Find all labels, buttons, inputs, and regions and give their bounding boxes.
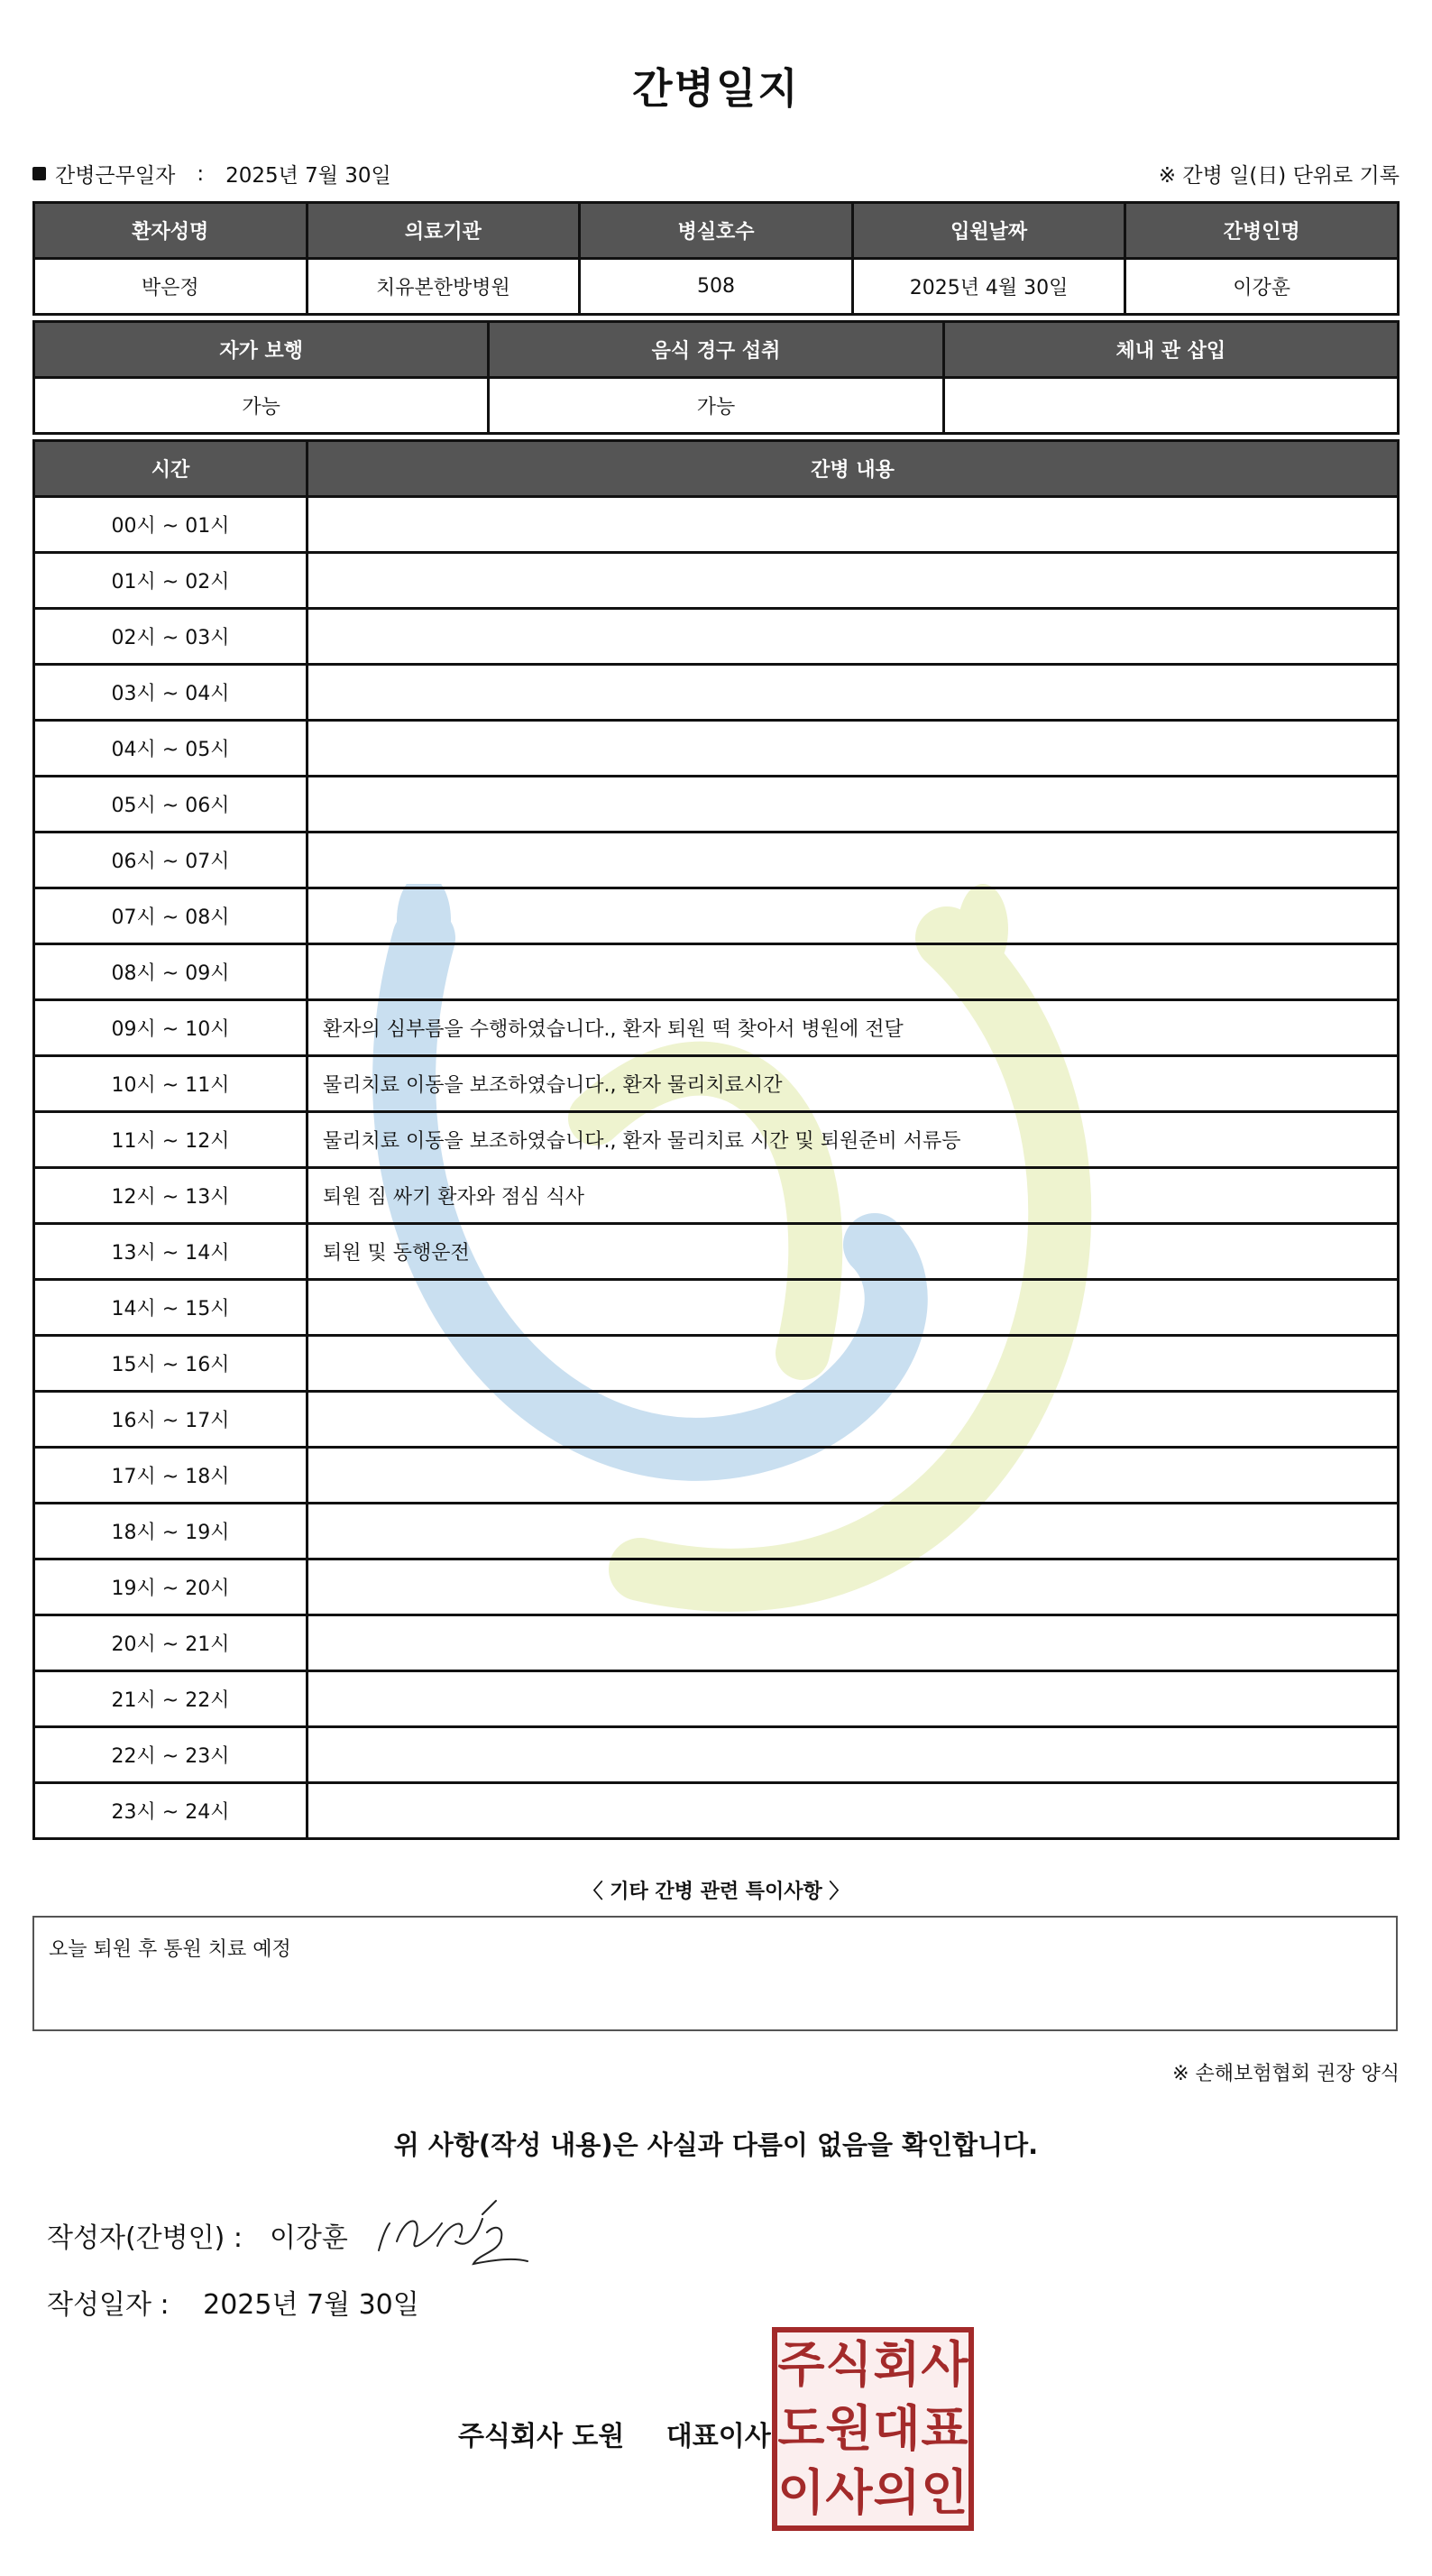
log-content — [308, 944, 1399, 1000]
log-row — [34, 497, 1399, 553]
log-row — [34, 553, 1399, 609]
header-admission-date: 입원날짜 — [852, 203, 1125, 259]
writer-line — [47, 2215, 348, 2255]
seal-grid — [777, 2332, 968, 2525]
log-time: 02시 ~ 03시 — [34, 609, 308, 665]
log-content — [308, 1783, 1399, 1839]
self-walking-value: 가능 — [34, 378, 489, 434]
log-time: 06시 ~ 07시 — [34, 833, 308, 888]
header-patient-name: 환자성명 — [34, 203, 308, 259]
log-content — [308, 1559, 1399, 1615]
caregiver-name: 이강훈 — [1125, 259, 1399, 315]
log-row — [34, 1671, 1399, 1727]
log-row — [34, 1000, 1399, 1056]
header-oral-intake: 음식 경구 섭취 — [489, 322, 943, 378]
log-row — [34, 721, 1399, 777]
log-time: 07시 ~ 08시 — [34, 888, 308, 944]
log-content — [308, 1392, 1399, 1448]
log-time: 16시 ~ 17시 — [34, 1392, 308, 1448]
log-time: 14시 ~ 15시 — [34, 1280, 308, 1336]
company-line — [458, 2414, 771, 2453]
log-content: 물리치료 이동을 보조하였습니다., 환자 물리치료 시간 및 퇴원준비 서류등 — [308, 1112, 1399, 1168]
log-content — [308, 1615, 1399, 1671]
bullet-square-icon — [32, 167, 46, 180]
log-content — [308, 1504, 1399, 1559]
log-row — [34, 1504, 1399, 1559]
header-care-content: 간병 내용 — [308, 441, 1399, 497]
log-content — [308, 777, 1399, 833]
oral-intake-value: 가능 — [489, 378, 943, 434]
patient-table — [32, 201, 1400, 316]
log-content — [308, 721, 1399, 777]
log-time: 21시 ~ 22시 — [34, 1671, 308, 1727]
log-time: 10시 ~ 11시 — [34, 1056, 308, 1112]
header-tube-insertion: 체내 관 삽입 — [943, 322, 1398, 378]
status-value-row — [34, 378, 1399, 434]
page-title: 간병일지 — [632, 64, 800, 113]
handwritten-signature — [370, 2187, 532, 2277]
status-table — [32, 320, 1400, 435]
log-time: 12시 ~ 13시 — [34, 1168, 308, 1224]
seal-char: 이 — [777, 2464, 825, 2522]
log-row — [34, 1056, 1399, 1112]
log-row — [34, 1615, 1399, 1671]
log-row — [34, 609, 1399, 665]
log-content — [308, 1448, 1399, 1504]
write-date-label: 작성일자 : — [47, 2289, 170, 2321]
log-content: 물리치료 이동을 보조하였습니다., 환자 물리치료시간 — [308, 1056, 1399, 1112]
log-row — [34, 944, 1399, 1000]
header-caregiver: 간병인명 — [1125, 203, 1399, 259]
log-time: 17시 ~ 18시 — [34, 1448, 308, 1504]
header-room: 병실호수 — [580, 203, 853, 259]
header-self-walking: 자가 보행 — [34, 322, 489, 378]
record-unit-note: ※ 간병 일(日) 단위로 기록 — [1158, 164, 1400, 188]
log-body — [34, 497, 1399, 1839]
write-date-line — [47, 2282, 419, 2322]
log-row — [34, 1448, 1399, 1504]
log-time: 23시 ~ 24시 — [34, 1783, 308, 1839]
log-row — [34, 1336, 1399, 1392]
seal-char: 주 — [777, 2335, 825, 2393]
seal-char: 의 — [873, 2464, 921, 2522]
seal-char: 사 — [921, 2335, 968, 2393]
log-content — [308, 1671, 1399, 1727]
seal-char: 사 — [825, 2464, 873, 2522]
status-header-row — [34, 322, 1399, 378]
log-row — [34, 1168, 1399, 1224]
write-date-value: 2025년 7월 30일 — [203, 2289, 419, 2321]
confirmation-statement: 위 사항(작성 내용)은 사실과 다름이 없음을 확인합니다. — [393, 2130, 1039, 2160]
company-seal-stamp — [772, 2327, 974, 2531]
log-row — [34, 1559, 1399, 1615]
seal-char: 회 — [873, 2335, 921, 2393]
log-content — [308, 833, 1399, 888]
log-time: 08시 ~ 09시 — [34, 944, 308, 1000]
log-row — [34, 1280, 1399, 1336]
log-content — [308, 888, 1399, 944]
log-time: 13시 ~ 14시 — [34, 1224, 308, 1280]
log-content — [308, 1336, 1399, 1392]
hospital-name: 치유본한방병원 — [307, 259, 580, 315]
header-time: 시간 — [34, 441, 308, 497]
log-row — [34, 833, 1399, 888]
log-content — [308, 609, 1399, 665]
notes-title: 〈 기타 간병 관련 특이사항 〉 — [583, 1881, 849, 1903]
writer-label: 작성자(간병인) : — [47, 2222, 243, 2254]
log-row — [34, 1392, 1399, 1448]
log-time: 03시 ~ 04시 — [34, 665, 308, 721]
log-time: 05시 ~ 06시 — [34, 777, 308, 833]
log-time: 01시 ~ 02시 — [34, 553, 308, 609]
patient-header-row — [34, 203, 1399, 259]
log-time: 00시 ~ 01시 — [34, 497, 308, 553]
log-time: 18시 ~ 19시 — [34, 1504, 308, 1559]
log-time: 20시 ~ 21시 — [34, 1615, 308, 1671]
work-date — [32, 159, 391, 189]
seal-char: 표 — [921, 2399, 968, 2457]
work-date-colon: : — [197, 161, 205, 186]
work-date-label: 간병근무일자 — [55, 164, 176, 188]
seal-char: 도 — [777, 2399, 825, 2457]
log-content — [308, 1280, 1399, 1336]
seal-char: 대 — [873, 2399, 921, 2457]
tube-insertion-value — [943, 378, 1398, 434]
work-date-value: 2025년 7월 30일 — [225, 164, 391, 188]
log-content: 퇴원 짐 싸기 환자와 점심 식사 — [308, 1168, 1399, 1224]
log-row — [34, 888, 1399, 944]
notes-text: 오늘 퇴원 후 통원 치료 예정 — [49, 1938, 291, 1961]
log-content: 환자의 심부름을 수행하였습니다., 환자 퇴원 떡 찾아서 병원에 전달 — [308, 1000, 1399, 1056]
log-time: 11시 ~ 12시 — [34, 1112, 308, 1168]
log-row — [34, 1727, 1399, 1783]
patient-value-row — [34, 259, 1399, 315]
log-time: 04시 ~ 05시 — [34, 721, 308, 777]
log-row — [34, 1112, 1399, 1168]
room-number: 508 — [580, 259, 853, 315]
patient-name: 박은정 — [34, 259, 308, 315]
log-content — [308, 665, 1399, 721]
log-content — [308, 1727, 1399, 1783]
care-log-table — [32, 439, 1400, 1840]
header-hospital: 의료기관 — [307, 203, 580, 259]
log-row — [34, 1783, 1399, 1839]
log-row — [34, 1224, 1399, 1280]
seal-char: 인 — [921, 2464, 968, 2522]
log-row — [34, 665, 1399, 721]
company-name: 주식회사 도원 — [458, 2421, 625, 2452]
log-row — [34, 777, 1399, 833]
seal-char: 식 — [825, 2335, 873, 2393]
log-time: 19시 ~ 20시 — [34, 1559, 308, 1615]
admission-date: 2025년 4월 30일 — [852, 259, 1125, 315]
company-role: 대표이사 — [666, 2421, 771, 2452]
log-content — [308, 497, 1399, 553]
notes-box — [32, 1916, 1398, 2031]
log-content: 퇴원 및 동행운전 — [308, 1224, 1399, 1280]
log-time: 22시 ~ 23시 — [34, 1727, 308, 1783]
log-time: 09시 ~ 10시 — [34, 1000, 308, 1056]
association-note: ※ 손해보험협회 권장 양식 — [1172, 2063, 1400, 2085]
seal-char: 원 — [825, 2399, 873, 2457]
log-header-row — [34, 441, 1399, 497]
log-time: 15시 ~ 16시 — [34, 1336, 308, 1392]
writer-name: 이강훈 — [269, 2222, 348, 2254]
log-content — [308, 553, 1399, 609]
